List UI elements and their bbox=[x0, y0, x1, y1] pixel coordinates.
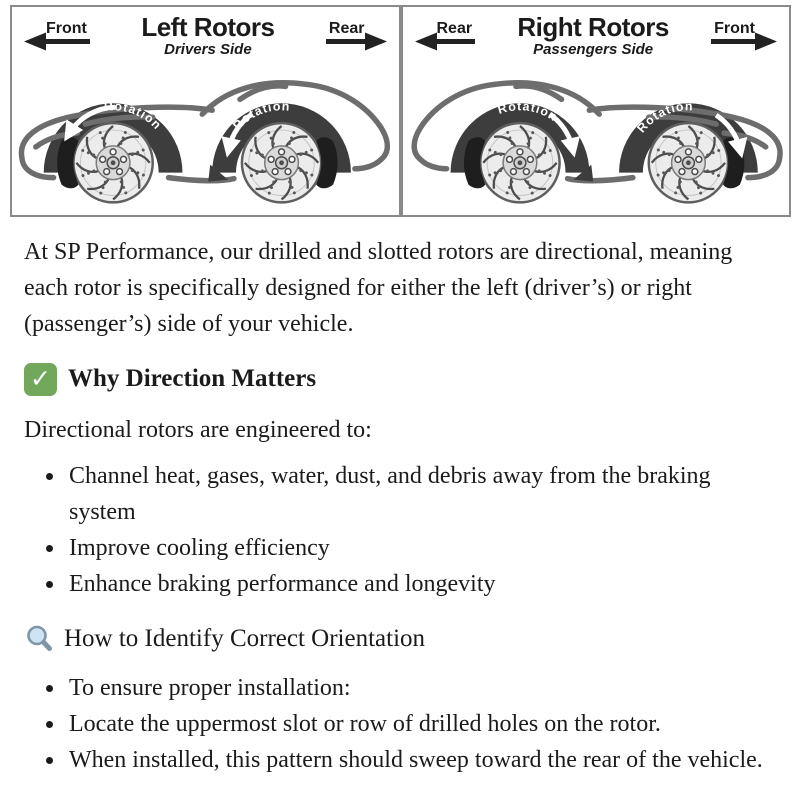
front-label: Front bbox=[711, 20, 758, 44]
front-label: Front bbox=[43, 20, 90, 44]
rotation-label: Rotation bbox=[633, 99, 694, 136]
section-heading-correct-orientation bbox=[24, 621, 774, 657]
rotation-label: Rotation bbox=[495, 99, 560, 125]
benefits-lead: Directional rotors are engineered to: bbox=[24, 417, 372, 443]
heading-text: Why Direction Matters bbox=[68, 365, 317, 392]
list-item: • Channel heat, gases, water, dust, and debris away from the braking system bbox=[66, 458, 774, 530]
article-body bbox=[0, 234, 800, 778]
left-car-illustration bbox=[12, 61, 399, 213]
rotation-label: Rotation bbox=[230, 99, 291, 133]
intro-paragraph: At SP Performance, our drilled and slotted rotors are directional, meaning each rotor is specifically designed for either the left (driver’s) or right (passenger’s) side of your vehicle. bbox=[24, 239, 733, 337]
right-car-illustration bbox=[403, 61, 790, 213]
right-panel-header bbox=[415, 14, 778, 58]
rotor-direction-diagram bbox=[10, 5, 791, 217]
rear-label: Rear bbox=[326, 20, 368, 44]
left-rotors-panel bbox=[10, 5, 401, 217]
front-arrow-icon bbox=[711, 20, 777, 44]
right-panel-subtitle: Passengers Side bbox=[533, 41, 654, 59]
front-arrow-icon bbox=[24, 20, 90, 44]
list-item: • Improve cooling efficiency bbox=[66, 530, 774, 566]
rear-label: Rear bbox=[434, 20, 476, 44]
list-item: • Enhance braking performance and longevity bbox=[66, 566, 774, 602]
orientation-list bbox=[24, 670, 774, 778]
rear-arrow-icon bbox=[326, 20, 387, 44]
benefits-list bbox=[24, 458, 774, 602]
list-item: • When installed, this pattern should sweep toward the rear of the vehicle. bbox=[66, 742, 774, 778]
rotation-label: Rotation bbox=[103, 99, 165, 133]
heading-text: How to Identify Correct Orientation bbox=[64, 625, 426, 652]
rear-arrow-icon bbox=[415, 20, 476, 44]
right-panel-title: Right Rotors bbox=[517, 12, 669, 42]
magnifying-glass-icon bbox=[24, 623, 56, 655]
check-mark-icon: ✓ bbox=[24, 363, 57, 396]
right-rotors-panel bbox=[401, 5, 792, 217]
section-heading-why-direction-matters bbox=[24, 361, 774, 397]
list-item: • Locate the uppermost slot or row of drilled holes on the rotor. bbox=[66, 706, 774, 742]
left-panel-header bbox=[24, 14, 387, 58]
left-panel-title: Left Rotors bbox=[141, 12, 275, 42]
list-item: • To ensure proper installation: bbox=[66, 670, 774, 706]
left-panel-subtitle: Drivers Side bbox=[164, 41, 252, 59]
